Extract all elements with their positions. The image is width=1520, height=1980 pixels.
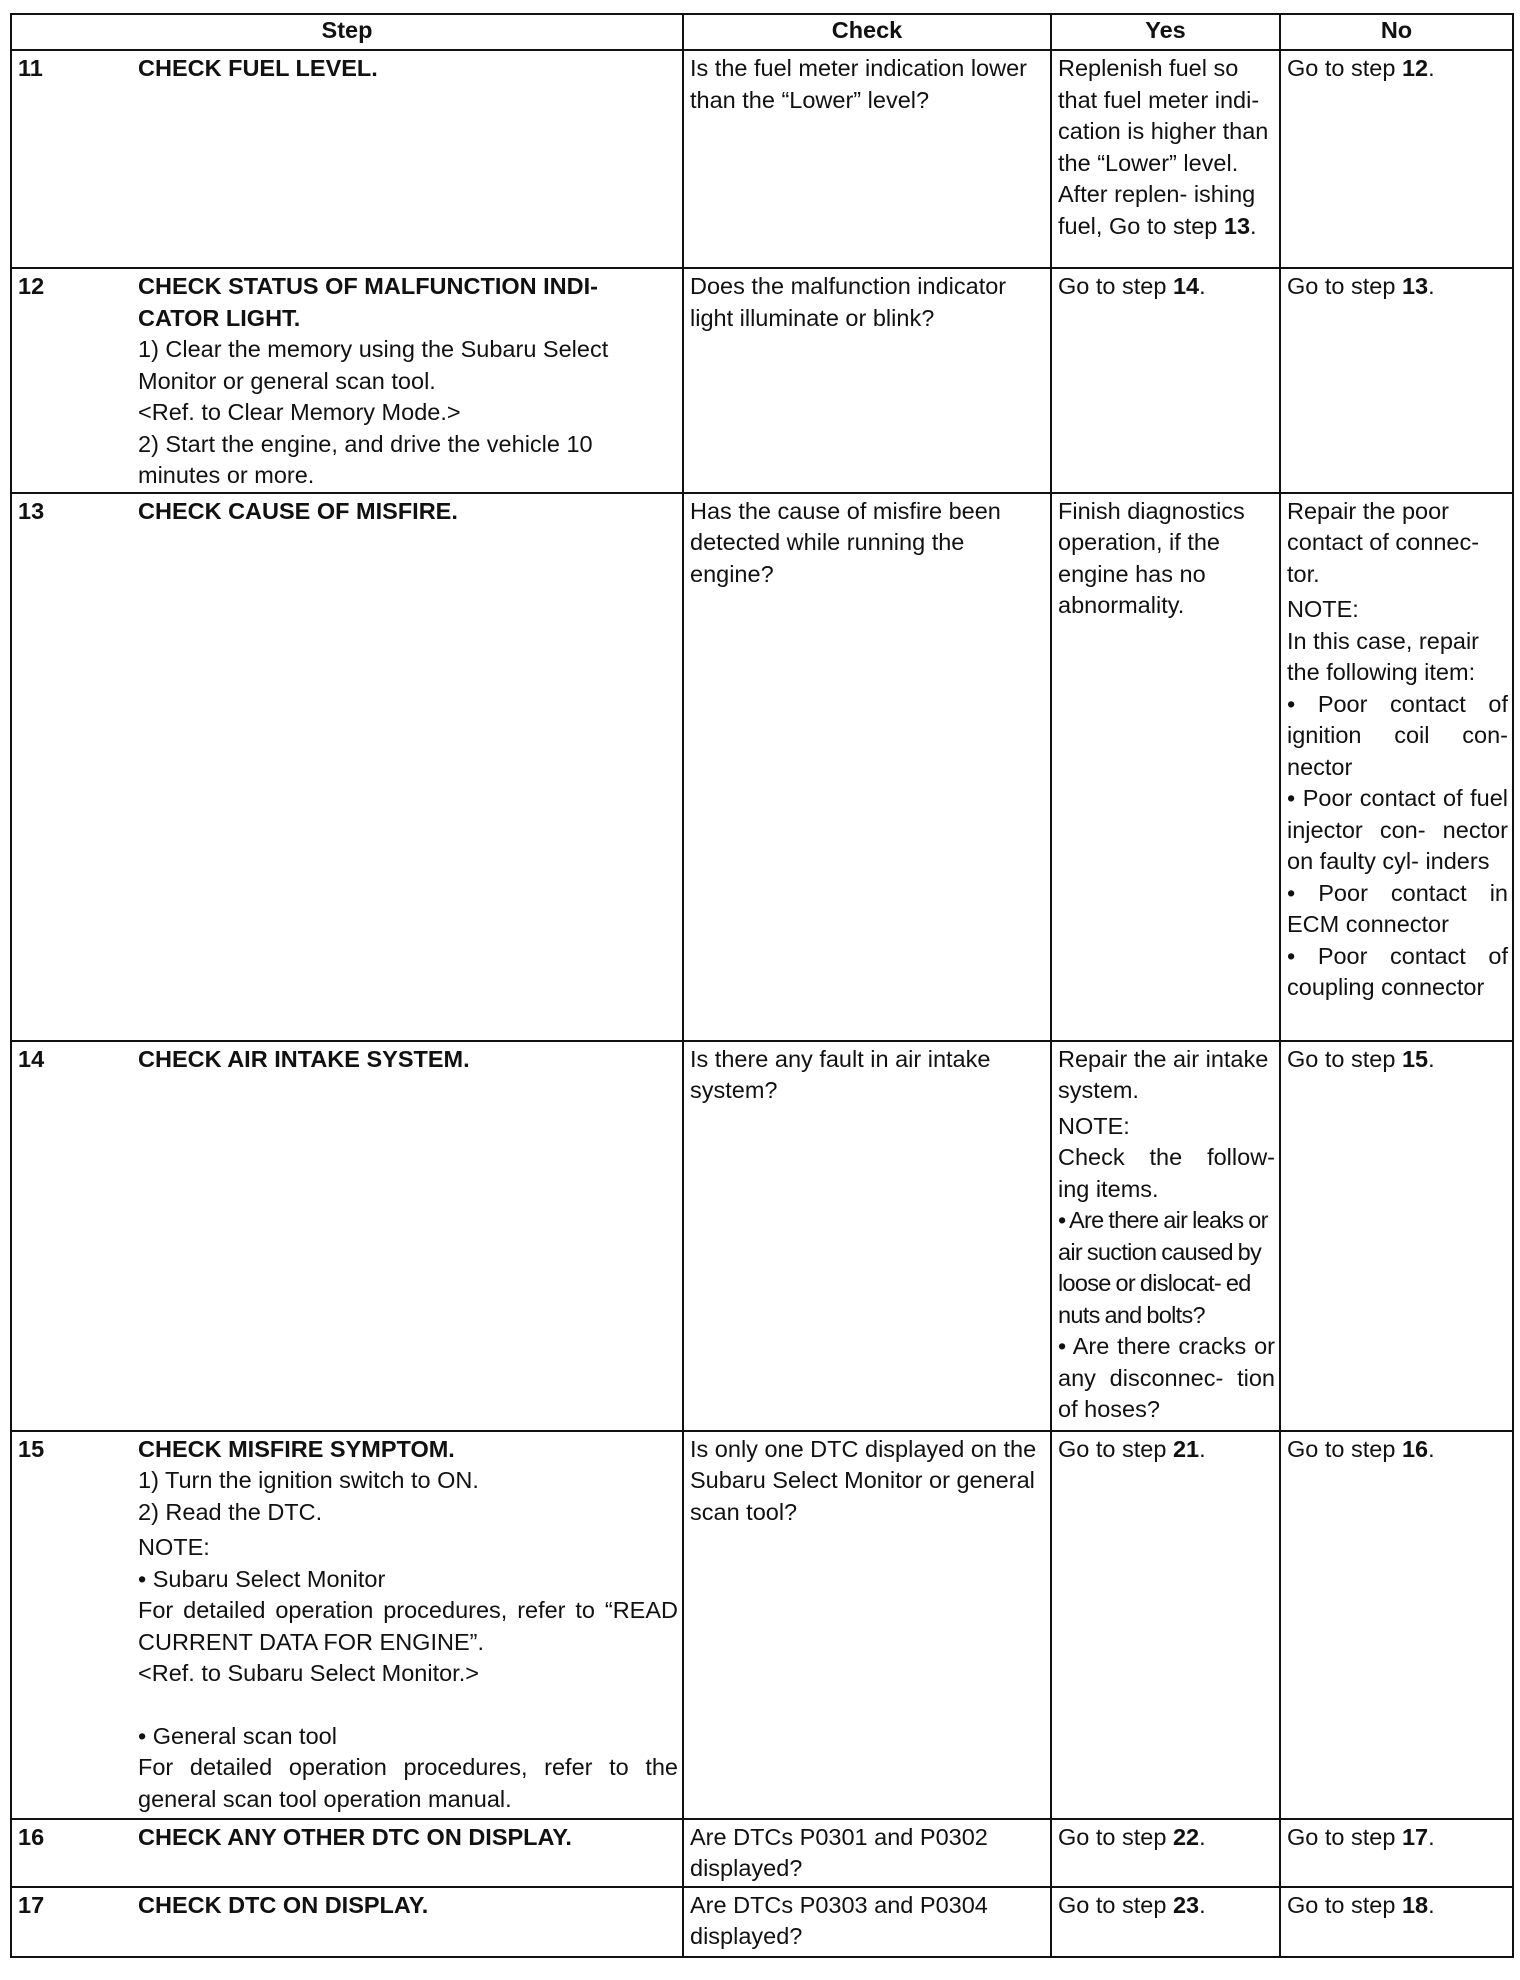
- check-cell: Does the malfunction indicator light illuminate or blink?: [683, 268, 1051, 493]
- note-label: NOTE:: [1287, 596, 1359, 622]
- no-text: Go to step: [1287, 273, 1396, 299]
- yes-cell: [1051, 1041, 1280, 1431]
- no-cell: Go to step 13.: [1280, 268, 1513, 493]
- note-item: For detailed operation procedures, refer to the general scan tool operation manual.: [138, 1754, 678, 1812]
- note-item: • Are there air leaks or air suction caused by loose or dislocat- ed nuts and bolts?: [1058, 1207, 1268, 1328]
- check-cell: Is only one DTC displayed on the Subaru Select Monitor or general scan tool?: [683, 1431, 1051, 1819]
- yes-step-ref: 14: [1172, 273, 1200, 299]
- note-item: • Poor contact in ECM connector: [1287, 879, 1508, 937]
- step-instruction: 1) Turn the ignition switch to ON.: [138, 1467, 479, 1493]
- step-cell: [11, 1819, 683, 1887]
- no-step-ref: 13: [1401, 273, 1429, 299]
- step-title: CHECK DTC ON DISPLAY.: [138, 1891, 429, 1918]
- note-item: • Poor contact of fuel injector con- nector on faulty cyl- inders: [1287, 785, 1508, 874]
- note-reference: <Ref. to Subaru Select Monitor.>: [138, 1660, 479, 1686]
- table-row: [11, 50, 1513, 268]
- note-item: For detailed operation procedures, refer to “READ CURRENT DATA FOR ENGINE”.: [138, 1597, 678, 1655]
- yes-step-ref: 23: [1172, 1891, 1200, 1918]
- step-number: 12: [18, 273, 45, 299]
- no-text: Go to step: [1287, 1045, 1396, 1072]
- step-title: CHECK FUEL LEVEL.: [138, 55, 378, 81]
- no-step-ref: 16: [1401, 1435, 1429, 1462]
- no-step-ref: 12: [1401, 55, 1429, 81]
- step-title: CHECK CAUSE OF MISFIRE.: [138, 497, 458, 524]
- step-cell: [11, 1887, 683, 1957]
- no-step-ref: 15: [1401, 1045, 1429, 1072]
- yes-step-ref: 21: [1172, 1435, 1200, 1462]
- no-step-ref: 18: [1401, 1891, 1429, 1918]
- step-title: CHECK AIR INTAKE SYSTEM.: [138, 1045, 470, 1072]
- no-cell: [1280, 493, 1513, 1041]
- step-number: 13: [18, 497, 45, 524]
- yes-cell: Go to step 21.: [1051, 1431, 1280, 1819]
- step-cell: [11, 493, 683, 1041]
- no-text: Go to step: [1287, 1891, 1396, 1918]
- no-cell: Go to step 15.: [1280, 1041, 1513, 1431]
- no-text: Go to step: [1287, 1435, 1396, 1462]
- yes-text: Go to step: [1058, 1823, 1167, 1850]
- step-number: 11: [18, 55, 43, 81]
- no-text: Go to step: [1287, 55, 1396, 81]
- header-check: Check: [683, 14, 1051, 50]
- header-step: Step: [11, 14, 683, 50]
- step-title: CHECK STATUS OF MALFUNCTION INDI- CATOR LIGHT.: [138, 273, 598, 331]
- no-text: Go to step: [1287, 1823, 1396, 1850]
- table-row: [11, 268, 1513, 493]
- step-number: 17: [18, 1891, 45, 1918]
- check-cell: Is the fuel meter indication lower than the “Lower” level?: [683, 50, 1051, 268]
- yes-cell: Replenish fuel so that fuel meter indi- cation is higher than the “Lower” level. After replen- ishing fuel, Go to step 13.: [1051, 50, 1280, 268]
- yes-text: Repair the air intake system.: [1058, 1045, 1269, 1103]
- step-title: CHECK MISFIRE SYMPTOM.: [138, 1435, 455, 1462]
- yes-cell: Go to step 23.: [1051, 1887, 1280, 1957]
- step-number: 15: [18, 1435, 45, 1462]
- no-cell: Go to step 12.: [1280, 50, 1513, 268]
- note-item: • General scan tool: [138, 1722, 337, 1749]
- step-cell: [11, 1431, 683, 1819]
- step-number: 14: [18, 1045, 45, 1072]
- note-item: • Subaru Select Monitor: [138, 1565, 386, 1592]
- note-intro: In this case, repair the following item:: [1287, 627, 1480, 685]
- check-cell: Is there any fault in air intake system?: [683, 1041, 1051, 1431]
- note-label: NOTE:: [1058, 1112, 1130, 1139]
- step-instruction: 1) Clear the memory using the Subaru Select Monitor or general scan tool.: [138, 336, 609, 394]
- step-reference: <Ref. to Clear Memory Mode.>: [138, 399, 461, 425]
- yes-step-ref: 13: [1223, 212, 1251, 239]
- yes-text: Go to step: [1058, 273, 1167, 299]
- diagnostic-table: [10, 13, 1514, 1958]
- note-item: • Poor contact of coupling connector: [1287, 942, 1508, 1000]
- yes-step-ref: 22: [1172, 1823, 1200, 1850]
- no-cell: Go to step 18.: [1280, 1887, 1513, 1957]
- note-label: NOTE:: [138, 1534, 210, 1560]
- step-instruction: 2) Start the engine, and drive the vehicle 10 minutes or more.: [138, 430, 593, 488]
- step-number: 16: [18, 1823, 45, 1850]
- step-cell: [11, 268, 683, 493]
- table-row: [11, 493, 1513, 1041]
- step-instruction: 2) Read the DTC.: [138, 1498, 323, 1525]
- header-row: [11, 14, 1513, 50]
- no-text: Repair the poor contact of connec- tor.: [1287, 497, 1480, 587]
- no-cell: Go to step 17.: [1280, 1819, 1513, 1887]
- no-cell: Go to step 16.: [1280, 1431, 1513, 1819]
- yes-text: Go to step: [1058, 1891, 1167, 1918]
- yes-cell: Go to step 14.: [1051, 268, 1280, 493]
- step-cell: [11, 1041, 683, 1431]
- header-no: No: [1280, 14, 1513, 50]
- spacer: [138, 1690, 678, 1721]
- no-step-ref: 17: [1401, 1823, 1429, 1850]
- table-row: [11, 1041, 1513, 1431]
- check-cell: Are DTCs P0301 and P0302 displayed?: [683, 1819, 1051, 1887]
- note-item: • Are there cracks or any disconnec- tion of hoses?: [1058, 1333, 1275, 1422]
- yes-cell: Go to step 22.: [1051, 1819, 1280, 1887]
- table-row: [11, 1819, 1513, 1887]
- step-title: CHECK ANY OTHER DTC ON DISPLAY.: [138, 1823, 572, 1850]
- table-row: [11, 1431, 1513, 1819]
- header-yes: Yes: [1051, 14, 1280, 50]
- table-row: [11, 1887, 1513, 1957]
- yes-cell: Finish diagnostics operation, if the engine has no abnormality.: [1051, 493, 1280, 1041]
- step-cell: [11, 50, 683, 268]
- check-cell: Are DTCs P0303 and P0304 displayed?: [683, 1887, 1051, 1957]
- yes-text: Go to step: [1058, 1435, 1167, 1462]
- yes-text: Replenish fuel so that fuel meter indi- cation is higher than the “Lower” level. After replen- ishing fuel, Go to step: [1058, 55, 1269, 239]
- note-intro: Check the follow- ing items.: [1058, 1144, 1275, 1202]
- check-cell: Has the cause of misfire been detected while running the engine?: [683, 493, 1051, 1041]
- note-item: • Poor contact of ignition coil con- nector: [1287, 690, 1508, 780]
